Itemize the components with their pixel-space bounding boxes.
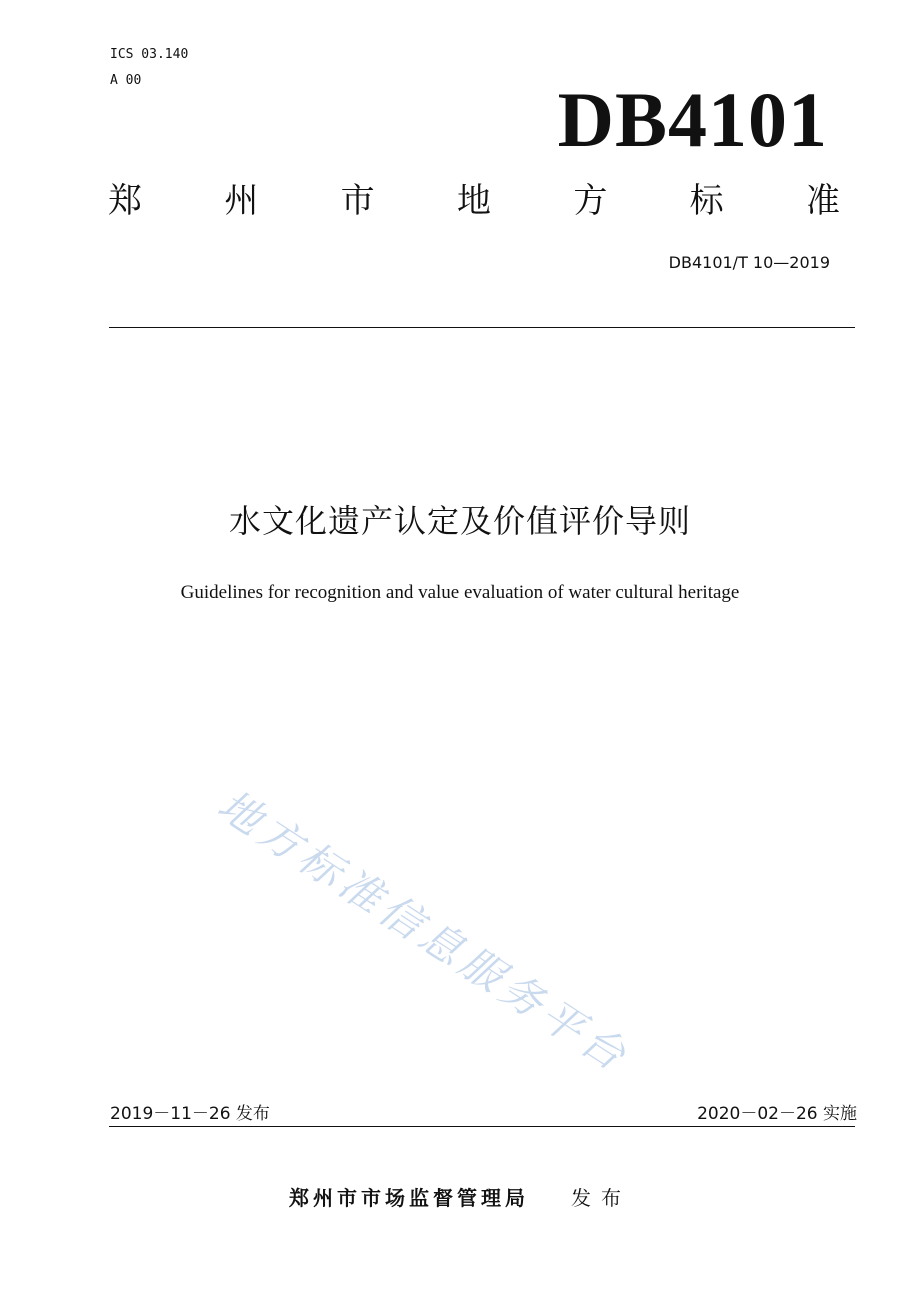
issue-word: 发布 bbox=[571, 1186, 631, 1210]
issue-date: 2019－11－26 发布 bbox=[110, 1104, 270, 1124]
standard-type-char: 郑 bbox=[108, 181, 142, 221]
watermark: 地方标准信息服务平台 bbox=[209, 780, 639, 1083]
ics-code: ICS 03.140 bbox=[110, 47, 189, 62]
standard-type-char: 准 bbox=[805, 181, 840, 221]
standard-code: DB4101 bbox=[557, 76, 828, 163]
title-english: Guidelines for recognition and value evaluation of water cultural heritage bbox=[180, 582, 740, 603]
title-chinese: 水文化遗产认定及价值评价导则 bbox=[228, 502, 691, 540]
standard-type-char: 州 bbox=[224, 181, 259, 221]
standard-type bbox=[108, 178, 840, 224]
top-divider bbox=[109, 327, 855, 328]
issuer-name: 郑州市市场监督管理局 bbox=[289, 1186, 529, 1210]
standard-type-char: 方 bbox=[573, 181, 608, 221]
classification-code: A 00 bbox=[110, 73, 142, 88]
standard-type-char: 市 bbox=[340, 181, 375, 221]
issuer-line bbox=[0, 1184, 920, 1212]
standard-number: DB4101/T 10—2019 bbox=[668, 253, 830, 272]
standard-type-char: 地 bbox=[456, 181, 491, 221]
bottom-divider bbox=[109, 1126, 855, 1127]
standard-type-char: 标 bbox=[689, 181, 724, 221]
implementation-date: 2020－02－26 实施 bbox=[697, 1104, 857, 1124]
